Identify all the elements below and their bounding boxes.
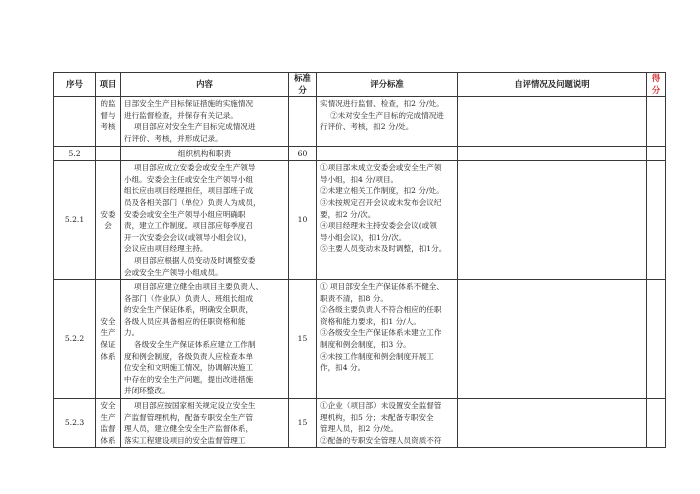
criteria-line: ① 项目部安全生产保证体系不健全、 bbox=[320, 282, 444, 292]
cell-self-eval[interactable] bbox=[458, 161, 647, 280]
cell-content bbox=[121, 97, 289, 146]
criteria-line: ③未按规定召开会议或未发布会议纪 bbox=[320, 197, 442, 207]
content-line: 开一次安委会会议(或领导小组会议)， bbox=[124, 232, 252, 242]
criteria-line: ②未对安全生产目标的完成情况进 bbox=[330, 110, 444, 120]
criteria-line: ②未建立相关工作制度，扣2 分/处。 bbox=[320, 186, 444, 196]
header-got-score: 得分 bbox=[647, 73, 666, 97]
item-line: 考核 bbox=[100, 122, 116, 132]
criteria-line: 制度和例会制度，扣3 分。 bbox=[320, 340, 411, 350]
content-line: 的安全生产保证体系，明确安全职责， bbox=[124, 305, 254, 315]
criteria-line: 要，扣2 分/次。 bbox=[320, 209, 376, 219]
cell-score: 15 bbox=[289, 280, 317, 399]
table-row bbox=[54, 97, 666, 146]
content-line: 中存在的安全生产问题，提出改进措施 bbox=[124, 374, 254, 384]
criteria-line: ④项目经理未主持安委会会议(或领 bbox=[320, 221, 437, 231]
criteria-line: 作，扣4 分。 bbox=[320, 363, 366, 373]
content-line: 进行监督检查，并保存有关记录。 bbox=[124, 110, 238, 120]
content-line: 组织机构和职责 bbox=[177, 148, 232, 158]
cell-seq: 5.2 bbox=[54, 146, 96, 161]
table-row bbox=[54, 399, 666, 448]
content-line: 产监督管理机构，配备专职安全生产管 bbox=[124, 412, 254, 422]
header-content: 内容 bbox=[121, 73, 289, 97]
header-item: 项目 bbox=[96, 73, 121, 97]
criteria-line: ⑤主要人员变动未及时调整，扣1分。 bbox=[320, 244, 447, 254]
criteria-line: 理机构，扣5 分；未配备专职安全 bbox=[320, 412, 434, 422]
criteria-line: 管理人员，扣2 分/处。 bbox=[320, 424, 399, 434]
cell-item bbox=[96, 161, 121, 280]
header-score: 标准分 bbox=[289, 73, 317, 97]
cell-content bbox=[121, 161, 289, 280]
criteria-line: ②各级主要负责人不符合相应的任职 bbox=[320, 305, 442, 315]
content-line: 度和例会制度，各级负责人应检查本单 bbox=[124, 351, 254, 361]
item-line: 安委 bbox=[100, 209, 116, 219]
item-line: 体系 bbox=[100, 351, 116, 361]
content-line: 各级人员应具备相应的任职资格和能 bbox=[124, 316, 246, 326]
table-row bbox=[54, 280, 666, 399]
cell-criteria bbox=[317, 161, 458, 280]
item-line: 安全 bbox=[100, 316, 116, 326]
assessment-table bbox=[53, 72, 666, 448]
criteria-line: 导小组，扣4 分/项目。 bbox=[320, 174, 399, 184]
cell-got-score[interactable] bbox=[647, 399, 666, 448]
criteria-line: 实情况进行监督、检查，扣2 分/处。 bbox=[320, 99, 444, 109]
table-row bbox=[54, 161, 666, 280]
cell-item bbox=[96, 97, 121, 146]
criteria-line: 导小组会议)，扣1分/次。 bbox=[320, 232, 407, 242]
content-line: 并闭环整改。 bbox=[124, 386, 170, 396]
content-line: 项目部应对安全生产目标完成情况进 bbox=[134, 122, 256, 132]
content-line: 力。 bbox=[124, 328, 140, 338]
content-line: 项目部应建立健全由项目主要负责人、 bbox=[134, 282, 264, 292]
cell-self-eval[interactable] bbox=[458, 97, 647, 146]
content-line: 项目部应成立安委会或安全生产领导 bbox=[134, 163, 256, 173]
table-header-row bbox=[54, 73, 666, 97]
content-line: 员及各相关部门（单位）负责人为成员， bbox=[124, 197, 261, 207]
item-line: 体系 bbox=[100, 435, 116, 445]
criteria-line: 职责不清，扣8 分。 bbox=[320, 293, 388, 303]
table-row bbox=[54, 146, 666, 161]
cell-criteria bbox=[317, 280, 458, 399]
criteria-line: 行评价、考核，扣2 分/处。 bbox=[320, 122, 414, 132]
content-line: 位安全和文明施工情况，协调解决施工 bbox=[124, 363, 254, 373]
cell-self-eval[interactable] bbox=[458, 146, 647, 161]
content-line: 各部门（作业队）负责人、班组长组成 bbox=[124, 293, 254, 303]
item-line: 会 bbox=[104, 221, 112, 231]
content-line: 理人员，建立健全安全生产监督体系， bbox=[124, 424, 254, 434]
cell-score: 15 bbox=[289, 399, 317, 448]
cell-criteria bbox=[317, 97, 458, 146]
content-line: 各级安全生产保证体系应建立工作制 bbox=[134, 340, 256, 350]
item-line: 督与 bbox=[100, 110, 116, 120]
item-line: 监督 bbox=[100, 424, 116, 434]
cell-seq bbox=[54, 97, 96, 146]
cell-score: 60 bbox=[289, 146, 317, 161]
cell-got-score[interactable] bbox=[647, 97, 666, 146]
criteria-line: ④未按工作制度和例会制度开展工 bbox=[320, 351, 434, 361]
header-self-eval: 自评情况及问题说明 bbox=[458, 73, 647, 97]
item-line: 生产 bbox=[100, 328, 116, 338]
cell-seq: 5.2.2 bbox=[54, 280, 96, 399]
criteria-line: ③各级安全生产保证体系未建立工作 bbox=[320, 328, 442, 338]
cell-criteria bbox=[317, 146, 458, 161]
cell-item bbox=[96, 399, 121, 448]
cell-criteria bbox=[317, 399, 458, 448]
cell-score bbox=[289, 97, 317, 146]
criteria-line: ①项目部未成立安委会或安全生产领 bbox=[320, 163, 442, 173]
content-line: 会或安全生产领导小组成员。 bbox=[124, 267, 223, 277]
header-seq: 序号 bbox=[54, 73, 96, 97]
content-line: 责，建立工作制度。项目部应每季度召 bbox=[124, 221, 254, 231]
table-body bbox=[54, 97, 666, 448]
cell-seq: 5.2.1 bbox=[54, 161, 96, 280]
content-line: 项目部应根据人员变动及时调整安委 bbox=[134, 255, 256, 265]
content-line: 会议应由项目经理主持。 bbox=[124, 244, 208, 254]
content-line: 组长应由项目经理担任，项目部班子成 bbox=[124, 186, 254, 196]
content-line: 落实工程建设项目的安全监督管理工 bbox=[124, 435, 246, 445]
content-line: 项目部应按国家相关规定设立安全生 bbox=[134, 401, 256, 411]
criteria-line: ②配备的专职安全管理人员资质不符 bbox=[320, 435, 442, 445]
cell-got-score[interactable] bbox=[647, 146, 666, 161]
cell-content bbox=[121, 280, 289, 399]
criteria-line: ①企业（项目部）未设置安全监督管 bbox=[320, 401, 442, 411]
cell-self-eval[interactable] bbox=[458, 280, 647, 399]
header-criteria: 评分标准 bbox=[317, 73, 458, 97]
content-line: 目部安全生产目标保证措施的实施情况 bbox=[124, 99, 254, 109]
item-line: 的监 bbox=[100, 99, 116, 109]
cell-got-score[interactable] bbox=[647, 280, 666, 399]
cell-content bbox=[121, 146, 289, 161]
item-line: 安全 bbox=[100, 401, 116, 411]
content-line: 行评价、考核，并形成记录。 bbox=[124, 133, 223, 143]
cell-self-eval[interactable] bbox=[458, 399, 647, 448]
content-line: 安委会或安全生产领导小组应明确职 bbox=[124, 209, 246, 219]
cell-item bbox=[96, 146, 121, 161]
criteria-line: 资格和能力要求，扣1 分/人。 bbox=[320, 316, 421, 326]
cell-item bbox=[96, 280, 121, 399]
assessment-sheet bbox=[53, 72, 666, 448]
item-line: 保证 bbox=[100, 340, 116, 350]
cell-got-score[interactable] bbox=[647, 161, 666, 280]
content-line: 小组。安委会主任或安全生产领导小组 bbox=[124, 174, 254, 184]
cell-content bbox=[121, 399, 289, 448]
cell-seq: 5.2.3 bbox=[54, 399, 96, 448]
cell-score: 10 bbox=[289, 161, 317, 280]
item-line: 生产 bbox=[100, 412, 116, 422]
